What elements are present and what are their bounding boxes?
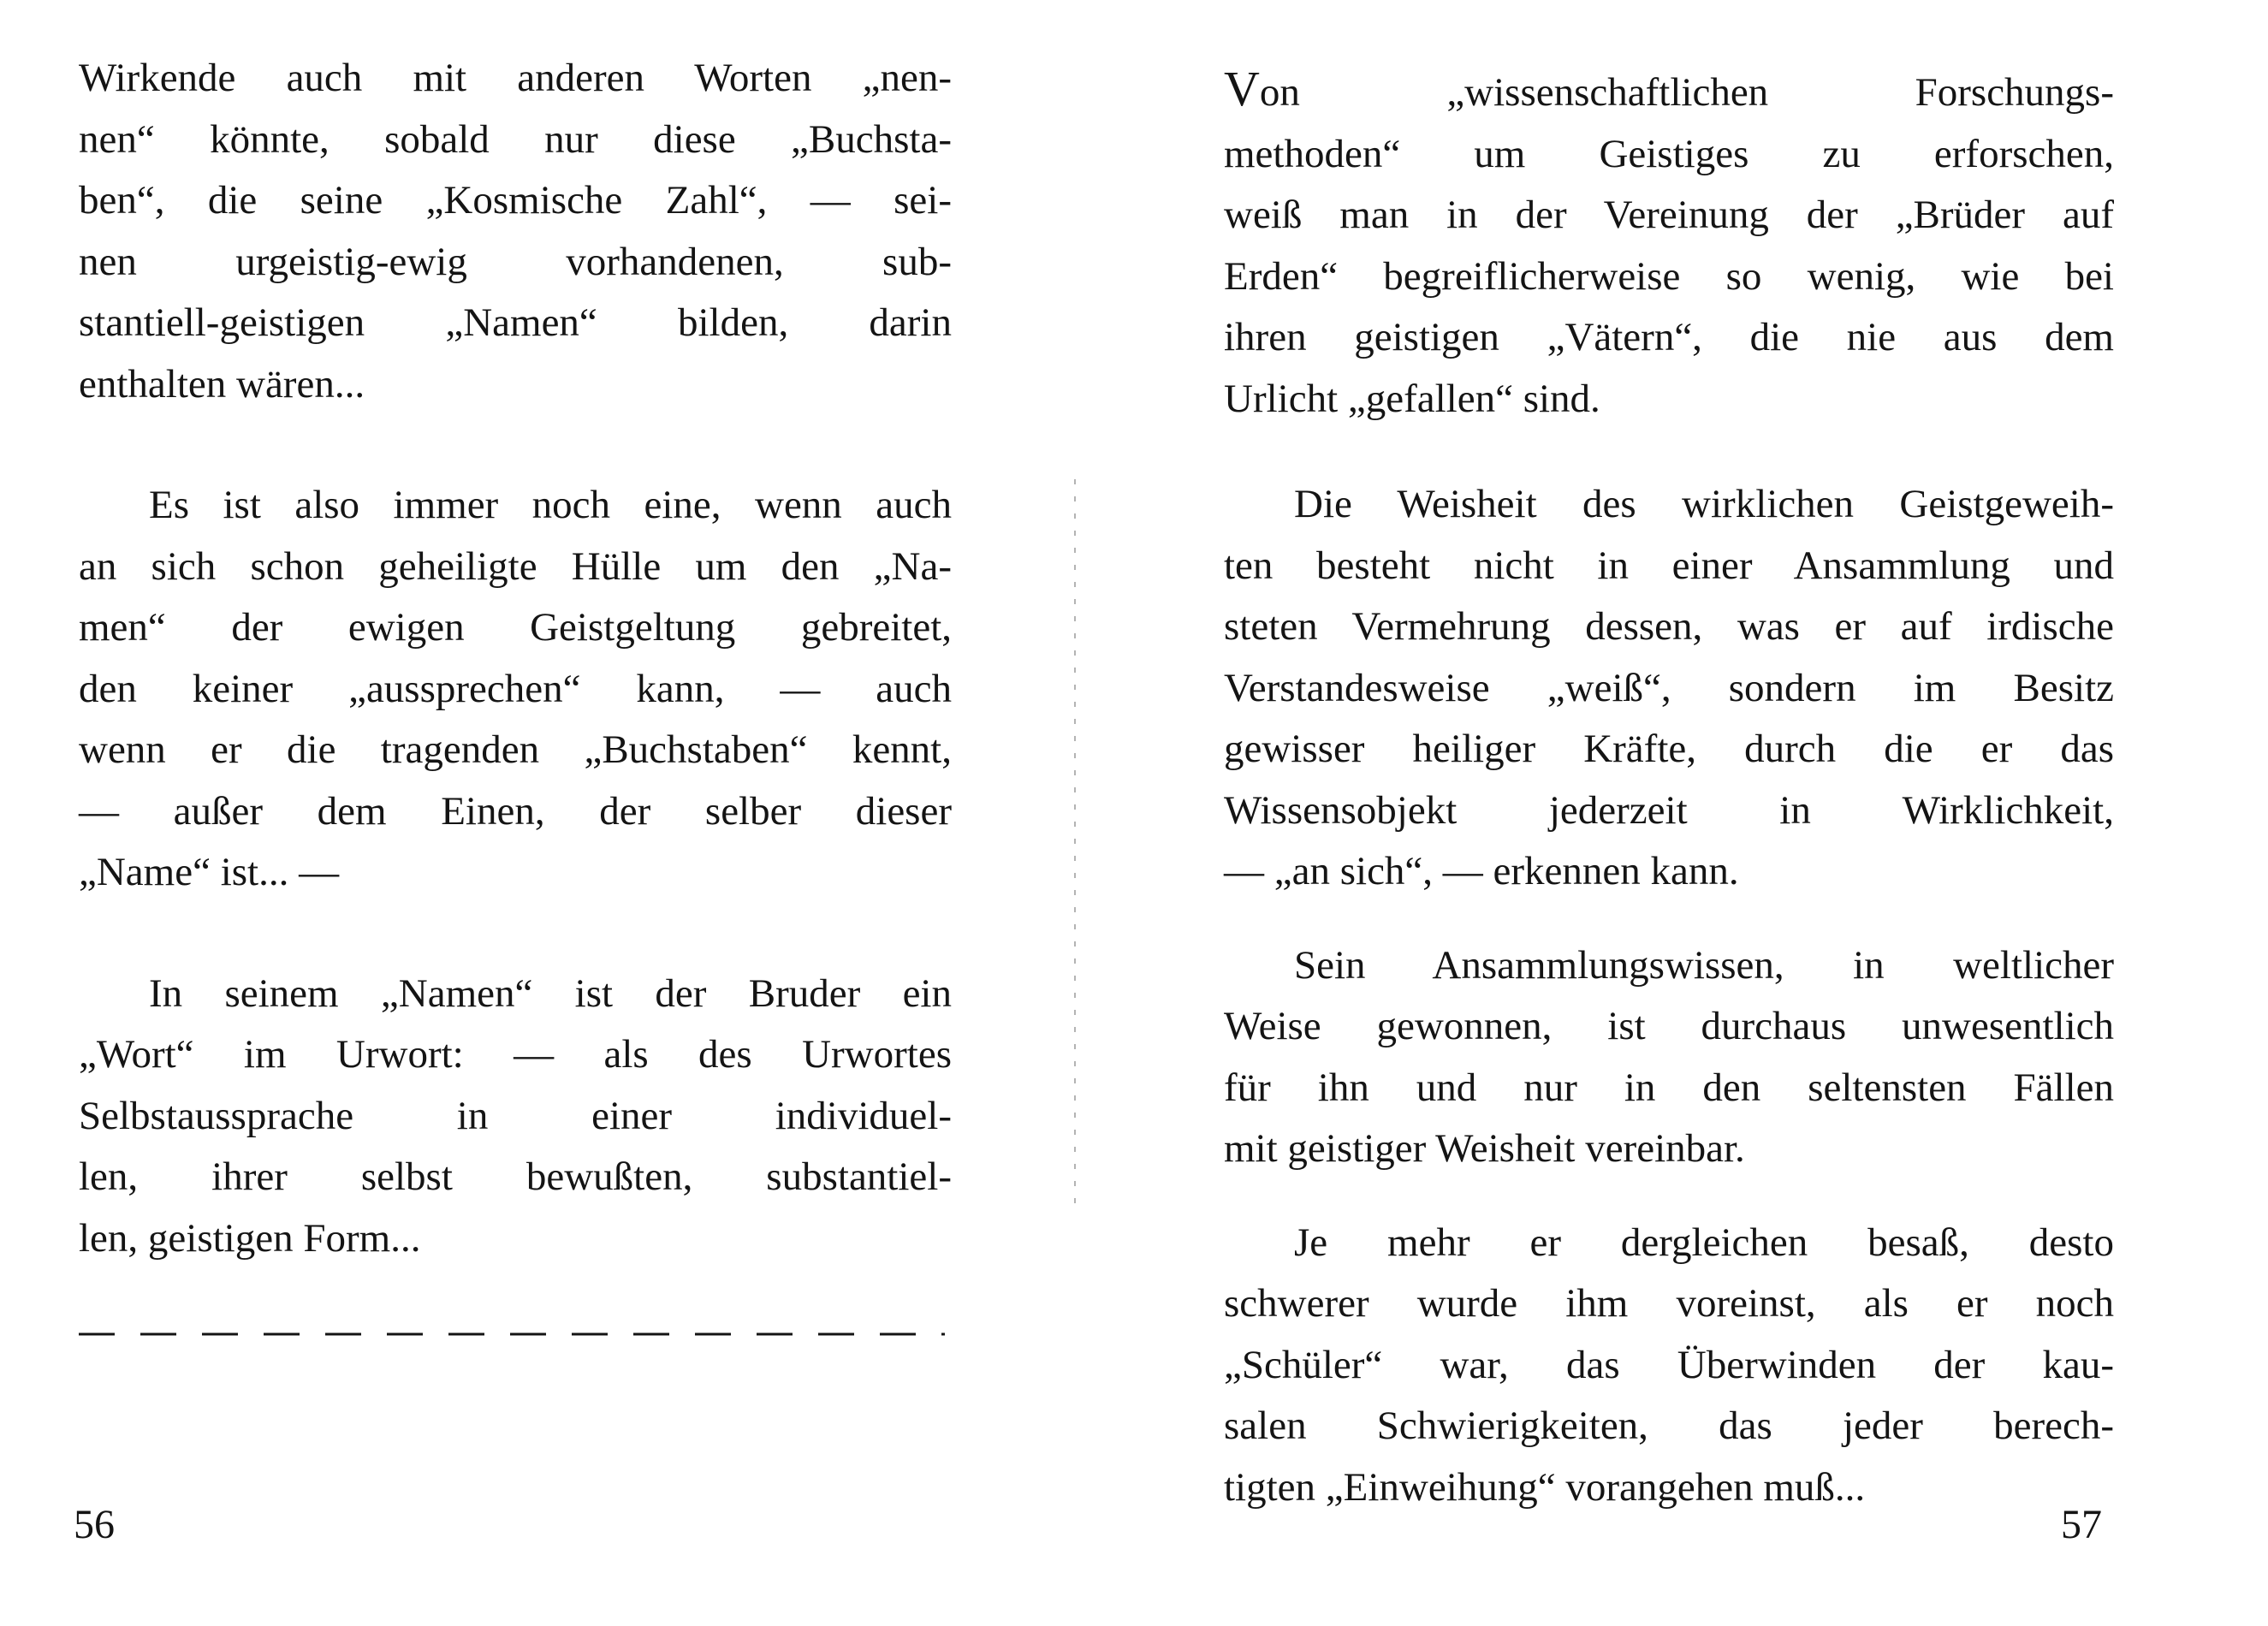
text-line: steten Vermehrung dessen, was er auf irdische	[1224, 604, 2114, 649]
text-line: Es ist also immer noch eine, wenn auch	[149, 483, 952, 527]
text-line: men“ der ewigen Geistgeltung gebreitet,	[79, 605, 952, 650]
text-line: Wirkende auch mit anderen Worten „nen-	[79, 56, 952, 100]
text-line-rest: on „wissenschaftlichen Forschungs-	[1259, 70, 2114, 115]
paragraph-gap	[1224, 1180, 2114, 1213]
text-line	[1224, 58, 2114, 124]
page-number-left: 56	[74, 1502, 115, 1547]
page-number-right: 57	[2061, 1502, 2102, 1547]
text-line: Erden“ begreiflicherweise so wenig, wie bei	[1224, 253, 2114, 299]
text-line: ten besteht nicht in einer Ansammlung und	[1224, 543, 2114, 588]
right-paragraph-3	[1224, 935, 2114, 1180]
text-line: wenn er die tragenden „Buchstaben“ kennt,	[79, 727, 952, 772]
text-line: „Wort“ im Urwort: — als des Urwortes	[79, 1032, 952, 1077]
text-line: — außer dem Einen, der selber dieser	[79, 788, 952, 834]
right-text-block	[1224, 58, 2114, 1518]
right-paragraph-4	[1224, 1213, 2114, 1519]
text-line: Die Weisheit des wirklichen Geistgeweih-	[1294, 482, 2114, 526]
text-line: ben“, die seine „Kosmische Zahl“, — sei-	[79, 178, 952, 223]
paragraph-gap	[1224, 903, 2114, 935]
text-line: Wissensobjekt jederzeit in Wirklichkeit,	[1224, 787, 2114, 833]
text-line: nen“ könnte, sobald nur diese „Buchsta-	[79, 116, 952, 162]
text-line: für ihn und nur in den seltensten Fällen	[1224, 1065, 2114, 1110]
left-paragraph-3	[79, 964, 952, 1270]
left-paragraph-1	[79, 48, 952, 415]
text-line: enthalten wären...	[79, 361, 365, 406]
text-line: „Schüler“ war, das Überwinden der kau-	[1224, 1342, 2114, 1387]
text-line: den keiner „aussprechen“ kann, — auch	[79, 666, 952, 711]
paragraph-gap	[79, 415, 952, 475]
right-page	[1078, 0, 2268, 1626]
paragraph-gap	[1224, 430, 2114, 474]
left-text-block	[79, 48, 952, 1269]
text-line: Verstandesweise „weiß“, sondern im Besitz	[1224, 665, 2114, 710]
text-line: gewisser heiliger Kräfte, durch die er das	[1224, 727, 2114, 771]
text-line: „Name“ ist... —	[79, 850, 340, 894]
text-line: stantiell-geistigen „Namen“ bilden, darin	[79, 300, 952, 345]
left-page	[0, 0, 1078, 1626]
left-paragraph-2	[79, 475, 952, 904]
paragraph-gap	[79, 904, 952, 964]
right-paragraph-1	[1224, 58, 2114, 430]
text-line: weiß man in der Vereinung der „Brüder auf	[1224, 193, 2114, 237]
initial-letter: V	[1224, 61, 1260, 116]
text-line: len, ihrer selbst bewußten, substantiel-	[79, 1154, 952, 1199]
text-line: mit geistiger Weisheit vereinbar.	[1224, 1126, 1745, 1171]
text-line: len, geistigen Form...	[79, 1215, 421, 1261]
text-line: nen urgeistig-ewig vorhandenen, sub-	[79, 239, 952, 284]
text-line: ihren geistigen „Vätern“, die nie aus dem	[1224, 315, 2114, 359]
text-line: salen Schwierigkeiten, das jeder berech-	[1224, 1403, 2114, 1448]
text-line: In seinem „Namen“ ist der Bruder ein	[149, 970, 952, 1016]
text-line: Sein Ansammlungswissen, in weltlicher	[1294, 942, 2114, 988]
text-line: Je mehr er dergleichen besaß, desto	[1294, 1220, 2114, 1265]
text-line: Selbstaussprache in einer individuel-	[79, 1093, 952, 1138]
text-line: schwerer wurde ihm voreinst, als er noch	[1224, 1281, 2114, 1326]
text-line: Weise gewonnen, ist durchaus unwesentlich	[1224, 1004, 2114, 1048]
text-line: — „an sich“, — erkennen kann.	[1224, 849, 1739, 893]
text-line: an sich schon geheiligte Hülle um den „Na-	[79, 543, 952, 589]
right-paragraph-2	[1224, 474, 2114, 903]
text-line: Urlicht „gefallen“ sind.	[1224, 376, 1600, 421]
text-line: methoden“ um Geistiges zu erforschen,	[1224, 131, 2114, 176]
text-line: tigten „Einweihung“ vorangehen muß...	[1224, 1464, 1866, 1510]
section-dash-divider	[79, 1331, 945, 1338]
